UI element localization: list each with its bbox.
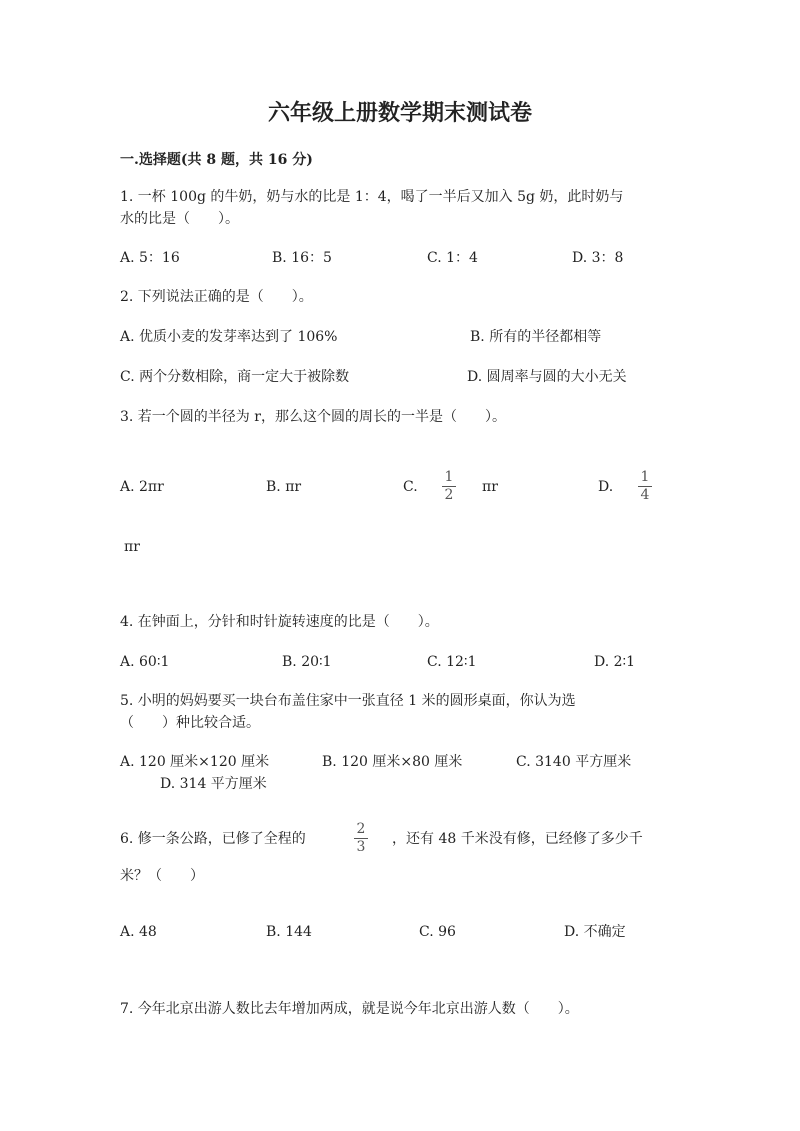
q5-stem-line1: 5. 小明的妈妈要买一块台布盖住家中一张直径 1 米的圆形桌面，你认为选 [120, 693, 576, 709]
q6-stem-line2: 米？（ ） [120, 868, 204, 884]
q4-option-d[interactable]: D. 2∶1 [594, 654, 636, 670]
q5-option-d[interactable]: D. 314 平方厘米 [160, 776, 267, 792]
q6-numerator: 2 [354, 822, 368, 839]
q4-option-b[interactable]: B. 20∶1 [282, 654, 332, 670]
q3-c-denominator: 2 [444, 487, 454, 503]
q2-stem: 2. 下列说法正确的是（ ）。 [120, 289, 313, 305]
q6-option-b[interactable]: B. 144 [266, 924, 312, 940]
q3-option-b[interactable]: B. πr [266, 479, 302, 495]
q3-option-c-fraction [442, 470, 456, 503]
q3-option-d-fraction [638, 470, 652, 503]
q3-option-c-suffix: πr [482, 479, 498, 495]
q1-option-c[interactable]: C. 1：4 [427, 250, 478, 266]
q3-d-denominator: 4 [640, 487, 650, 503]
q4-option-a[interactable]: A. 60∶1 [120, 654, 170, 670]
q1-option-a[interactable]: A. 5：16 [120, 250, 180, 266]
q5-stem-line2: （ ）种比较合适。 [120, 715, 260, 731]
q3-d-numerator: 1 [638, 470, 652, 487]
q3-option-d-suffix: πr [124, 539, 140, 555]
q2-option-a[interactable]: A. 优质小麦的发芽率达到了 106% [120, 329, 338, 345]
q3-option-c[interactable]: C. [403, 479, 418, 495]
q7-stem: 7. 今年北京出游人数比去年增加两成，就是说今年北京出游人数（ ）。 [120, 1001, 579, 1017]
q2-option-b[interactable]: B. 所有的半径都相等 [470, 329, 602, 345]
q5-option-c[interactable]: C. 3140 平方厘米 [516, 754, 632, 770]
q6-option-d[interactable]: D. 不确定 [564, 924, 626, 940]
q5-option-a[interactable]: A. 120 厘米×120 厘米 [120, 754, 270, 770]
q3-option-a[interactable]: A. 2πr [120, 479, 164, 495]
q6-option-c[interactable]: C. 96 [419, 924, 456, 940]
q5-option-b[interactable]: B. 120 厘米×80 厘米 [322, 754, 463, 770]
q3-c-numerator: 1 [442, 470, 456, 487]
q1-stem-line2: 水的比是（ ）。 [120, 211, 239, 227]
q6-option-a[interactable]: A. 48 [120, 924, 157, 940]
q3-stem: 3. 若一个圆的半径为 r，那么这个圆的周长的一半是（ ）。 [120, 409, 506, 425]
q4-stem: 4. 在钟面上，分针和时针旋转速度的比是（ ）。 [120, 614, 439, 630]
section-heading: 一.选择题(共 8 题，共 16 分) [120, 152, 313, 168]
q3-option-d[interactable]: D. [598, 479, 614, 495]
q1-option-d[interactable]: D. 3：8 [572, 250, 624, 266]
q4-option-c[interactable]: C. 12∶1 [427, 654, 477, 670]
q1-option-b[interactable]: B. 16：5 [272, 250, 332, 266]
q6-stem-suffix: ，还有 48 千米没有修，已经修了多少千 [392, 831, 643, 847]
q1-stem-line1: 1. 一杯 100g 的牛奶，奶与水的比是 1：4，喝了一半后又加入 5g 奶，此时奶与 [120, 189, 624, 205]
q6-fraction [354, 822, 368, 855]
q6-denominator: 3 [356, 839, 366, 855]
q2-option-d[interactable]: D. 圆周率与圆的大小无关 [467, 369, 627, 385]
page-title: 六年级上册数学期末测试卷 [267, 100, 532, 126]
q6-stem-prefix: 6. 修一条公路，已修了全程的 [120, 831, 306, 847]
q2-option-c[interactable]: C. 两个分数相除，商一定大于被除数 [120, 369, 350, 385]
